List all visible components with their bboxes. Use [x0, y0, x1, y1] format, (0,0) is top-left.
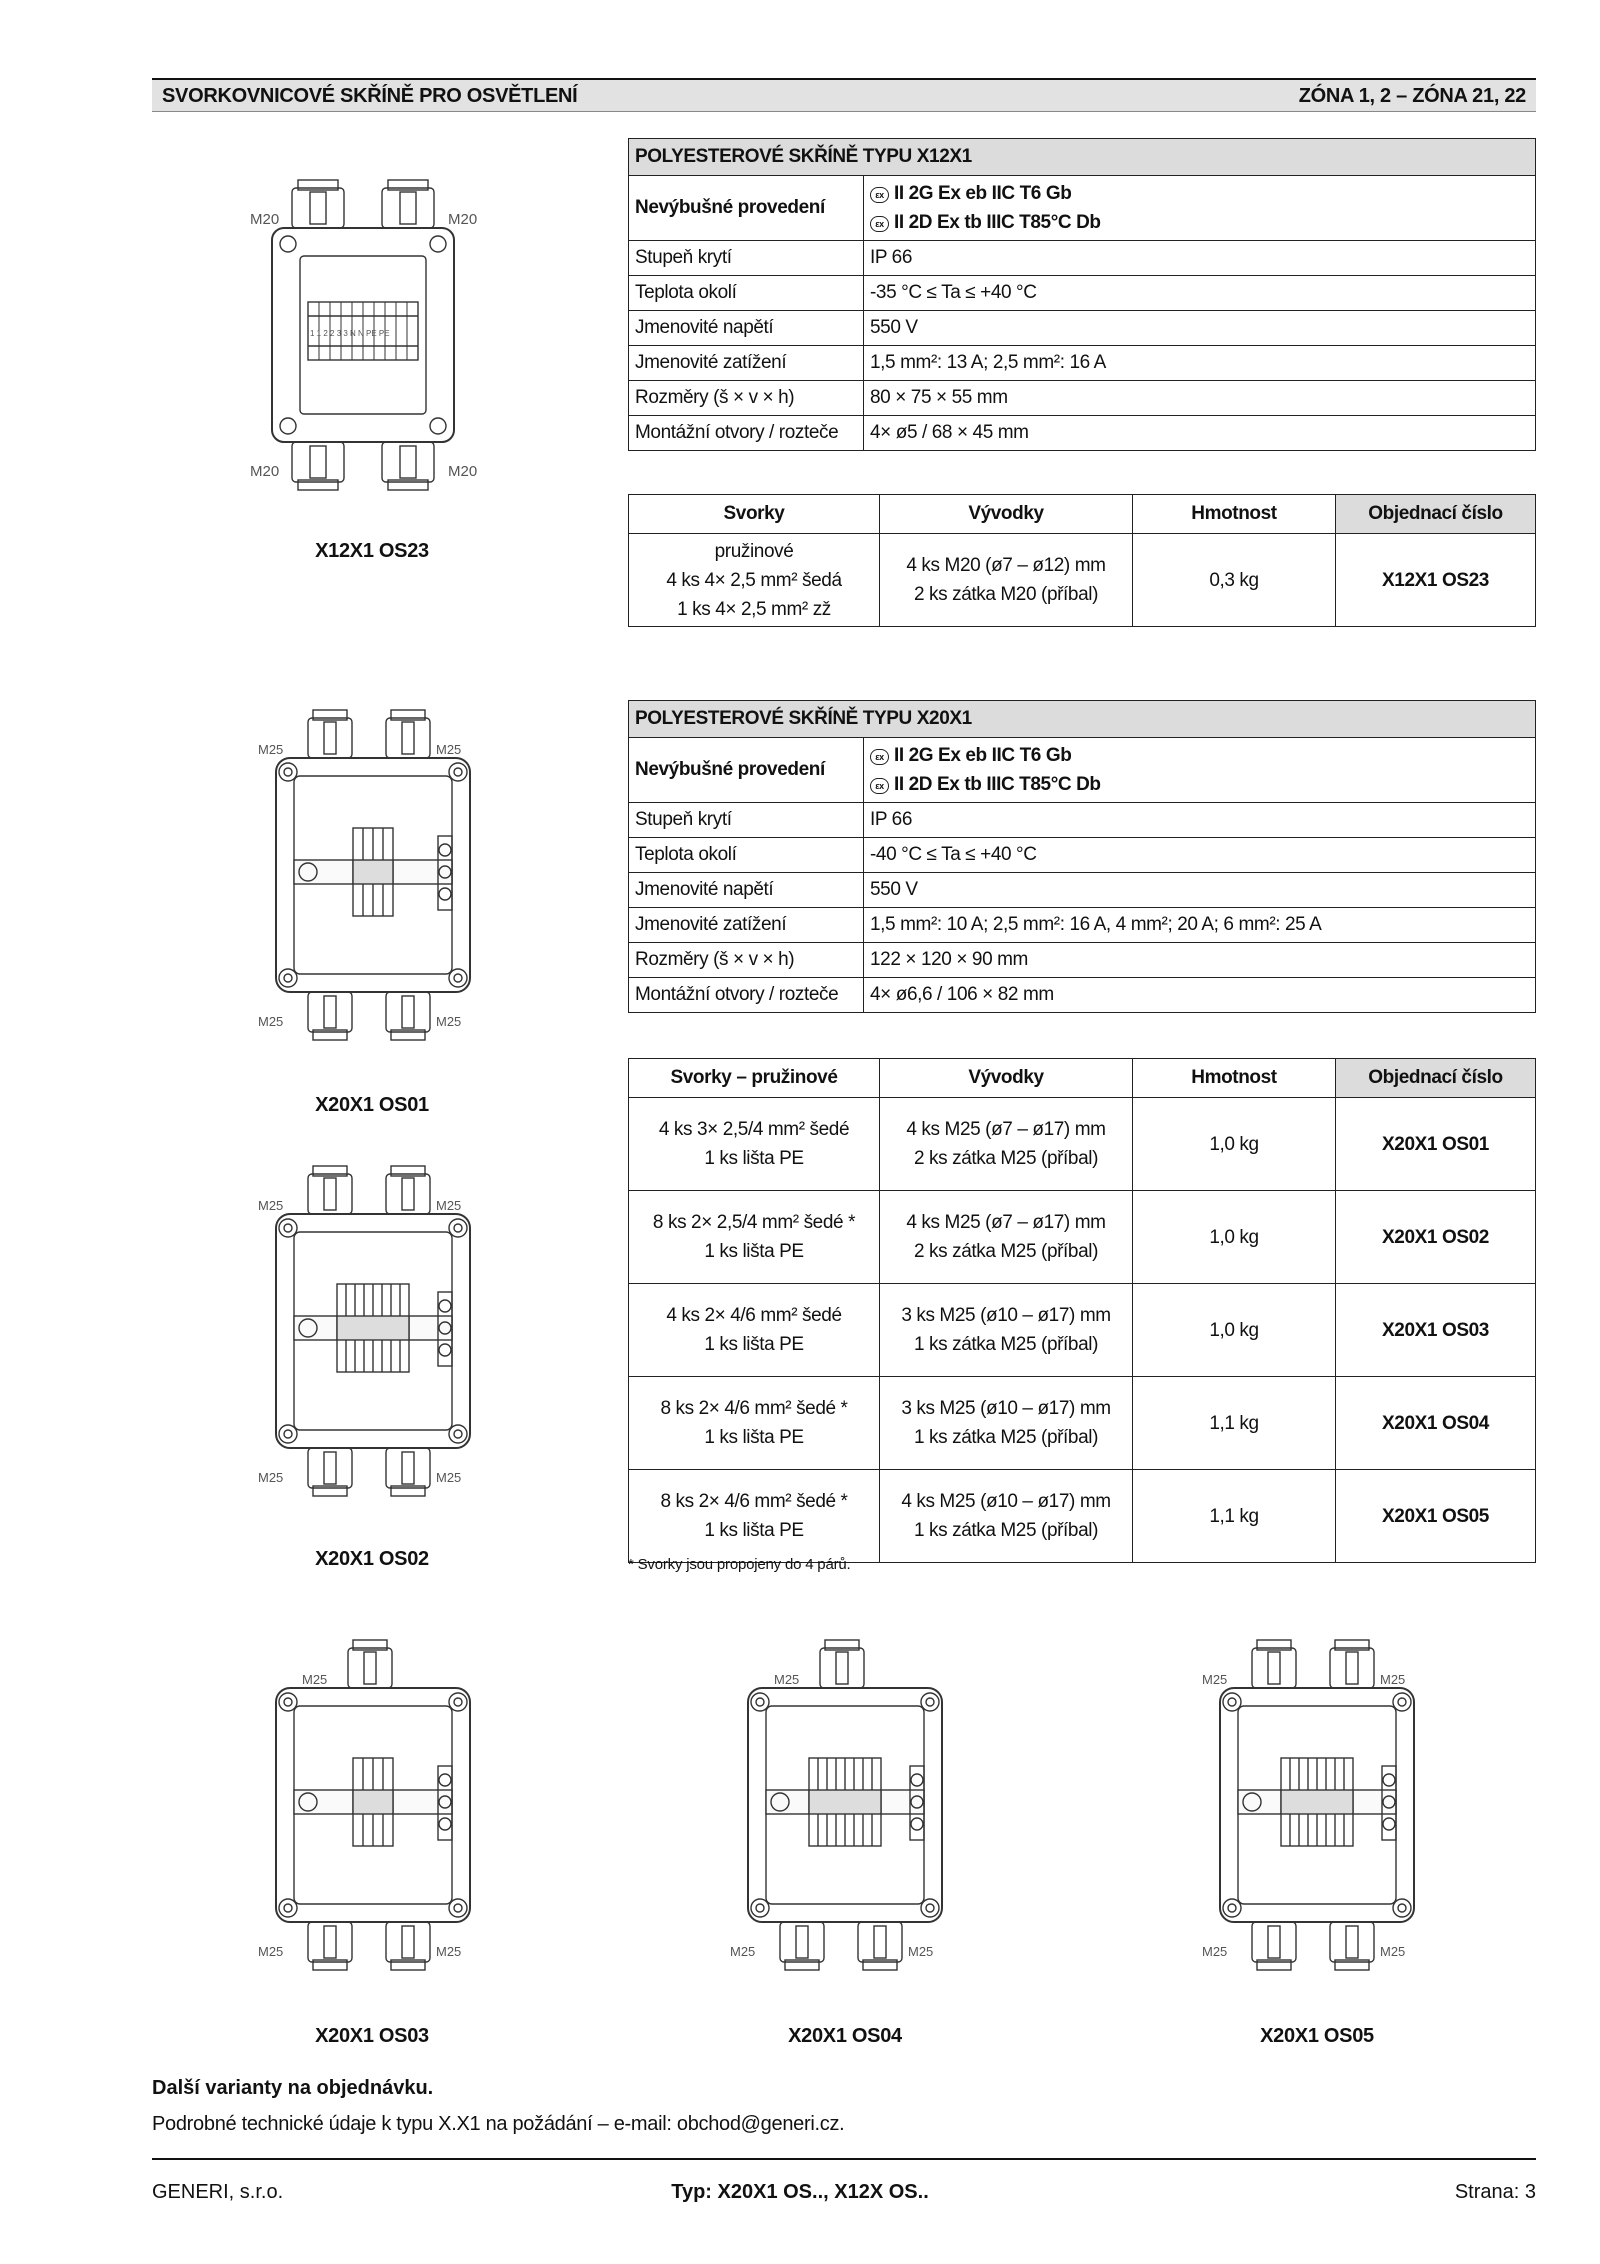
- terminal-line: 8 ks 2× 4/6 mm² šedé *: [660, 1398, 848, 1419]
- col-header-weight: Hmotnost: [1133, 1059, 1336, 1098]
- x20-spec-key: Montážní otvory / rozteče: [629, 978, 864, 1013]
- x20-spec-table: [628, 700, 1536, 1013]
- x12-spec-key: Nevýbušné provedení: [629, 176, 864, 241]
- x20-spec-value: 550 V: [864, 873, 1536, 908]
- gland-label: M25: [730, 1944, 756, 1959]
- figure-label: X12X1 OS23: [315, 540, 429, 562]
- gland-line: 4 ks M25 (ø10 – ø17) mm: [901, 1491, 1111, 1512]
- x12-spec-value: 80 × 75 × 55 mm: [864, 381, 1536, 416]
- footnote: * Svorky jsou propojeny do 4 párů.: [628, 1556, 851, 1573]
- footer-type: Typ: X20X1 OS.., X12X OS..: [671, 2181, 929, 2203]
- terminal-line: 1 ks lišta PE: [704, 1520, 804, 1541]
- x20-ex-marking: [864, 738, 1536, 803]
- x20-spec-key: Nevýbušné provedení: [629, 738, 864, 803]
- x20x1-os05-drawing: [1202, 1640, 1432, 1970]
- figure-label: X20X1 OS04: [788, 2025, 902, 2047]
- table-row: [629, 534, 1536, 627]
- gland-label: M25: [258, 1198, 284, 1213]
- gland-label: M25: [436, 1470, 462, 1485]
- x20-spec-key: Teplota okolí: [629, 838, 864, 873]
- x12-ex-gas: II 2G Ex eb IIC T6 Gb: [894, 183, 1072, 204]
- gland-line: 4 ks M25 (ø7 – ø17) mm: [906, 1119, 1106, 1140]
- gland-label: M25: [258, 1944, 284, 1959]
- figure-label: X20X1 OS05: [1260, 2025, 1374, 2047]
- gland-line: 1 ks zátka M25 (příbal): [913, 1334, 1099, 1355]
- weight-cell: 1,1 kg: [1133, 1470, 1336, 1563]
- gland-label: M25: [258, 742, 284, 757]
- order-number-cell: X20X1 OS03: [1336, 1284, 1536, 1377]
- footer-company: GENERI, s.r.o.: [152, 2181, 284, 2203]
- x20x1-os01-drawing: [258, 710, 488, 1040]
- col-header-order-number: Objednací číslo: [1336, 495, 1536, 534]
- x12-spec-title: POLYESTEROVÉ SKŘÍNĚ TYPU X12X1: [629, 139, 1536, 176]
- table-row: [629, 1377, 1536, 1470]
- gland-line: 3 ks M25 (ø10 – ø17) mm: [901, 1305, 1111, 1326]
- glands-cell: [880, 1098, 1133, 1191]
- ex-symbol-icon: εx: [870, 749, 889, 765]
- x12-spec-value: IP 66: [864, 241, 1536, 276]
- terminals-cell: [629, 1191, 880, 1284]
- terminals-cell: [629, 1470, 880, 1563]
- zone-label: ZÓNA 1, 2 – ZÓNA 21, 22: [1298, 85, 1526, 107]
- figure-label: X20X1 OS03: [315, 2025, 429, 2047]
- glands-cell: [880, 1284, 1133, 1377]
- weight-cell: 1,1 kg: [1133, 1377, 1336, 1470]
- ex-symbol-icon: εx: [870, 216, 889, 232]
- ex-symbol-icon: εx: [870, 187, 889, 203]
- gland-label: M20: [250, 463, 280, 480]
- x12-spec-key: Jmenovité napětí: [629, 311, 864, 346]
- col-header-terminals: Svorky: [629, 495, 880, 534]
- weight-cell: 1,0 kg: [1133, 1098, 1336, 1191]
- col-header-glands: Vývodky: [880, 495, 1133, 534]
- x20-spec-value: 1,5 mm²: 10 A; 2,5 mm²: 16 A, 4 mm²; 20 A; 6 mm²: 25 A: [864, 908, 1536, 943]
- terminal-line: 1 ks lišta PE: [704, 1334, 804, 1355]
- glands-cell: [880, 534, 1133, 627]
- terminals-cell: [629, 1377, 880, 1470]
- col-header-terminals: Svorky – pružinové: [629, 1059, 880, 1098]
- terminal-line: 1 ks lišta PE: [704, 1241, 804, 1262]
- page-header-bar: [152, 78, 1536, 112]
- x20-spec-key: Stupeň krytí: [629, 803, 864, 838]
- x20-spec-value: IP 66: [864, 803, 1536, 838]
- x20-order-table: [628, 1058, 1536, 1563]
- figure-label: X20X1 OS02: [315, 1548, 429, 1570]
- gland-label: M20: [250, 211, 280, 228]
- terminal-line: 1 ks lišta PE: [704, 1148, 804, 1169]
- gland-label: M25: [258, 1470, 284, 1485]
- x12-spec-value: 1,5 mm²: 13 A; 2,5 mm²: 16 A: [864, 346, 1536, 381]
- gland-line: 1 ks zátka M25 (příbal): [913, 1427, 1099, 1448]
- gland-label: M25: [436, 1014, 462, 1029]
- terminal-line: 4 ks 2× 4/6 mm² šedé: [666, 1305, 842, 1326]
- order-number-cell: X20X1 OS04: [1336, 1377, 1536, 1470]
- gland-label: M25: [1380, 1672, 1406, 1687]
- gland-label: M25: [436, 1944, 462, 1959]
- table-row: [629, 1284, 1536, 1377]
- x12-spec-value: 4× ø5 / 68 × 45 mm: [864, 416, 1536, 451]
- x12-spec-key: Montážní otvory / rozteče: [629, 416, 864, 451]
- x20-spec-value: 122 × 120 × 90 mm: [864, 943, 1536, 978]
- glands-cell: [880, 1191, 1133, 1284]
- figure-label: X20X1 OS01: [315, 1094, 429, 1116]
- x12-spec-table: [628, 138, 1536, 451]
- page-title: SVORKOVNICOVÉ SKŘÍNĚ PRO OSVĚTLENÍ: [162, 85, 578, 107]
- gland-label: M25: [1202, 1944, 1228, 1959]
- order-number-cell: X20X1 OS02: [1336, 1191, 1536, 1284]
- x20x1-os03-drawing: [258, 1640, 488, 1970]
- x12-ex-dust: II 2D Ex tb IIIC T85°C Db: [894, 212, 1101, 233]
- x20-spec-key: Rozměry (š × v × h): [629, 943, 864, 978]
- x20-spec-key: Jmenovité napětí: [629, 873, 864, 908]
- x12x1-os23-drawing: [250, 180, 490, 490]
- weight-cell: 1,0 kg: [1133, 1191, 1336, 1284]
- x12-spec-key: Teplota okolí: [629, 276, 864, 311]
- col-header-glands: Vývodky: [880, 1059, 1133, 1098]
- terminal-line: 4 ks 4× 2,5 mm² šedá: [666, 569, 842, 591]
- gland-label: M25: [436, 742, 462, 757]
- x20x1-os02-drawing: [258, 1166, 488, 1496]
- gland-label: M25: [1202, 1672, 1228, 1687]
- gland-line: 2 ks zátka M25 (příbal): [913, 1241, 1099, 1262]
- order-number-cell: X20X1 OS05: [1336, 1470, 1536, 1563]
- terminals-cell: [629, 1098, 880, 1191]
- x20-spec-value: -40 °C ≤ Ta ≤ +40 °C: [864, 838, 1536, 873]
- gland-label: M25: [436, 1198, 462, 1213]
- gland-label: M25: [258, 1014, 284, 1029]
- order-number-cell: X20X1 OS01: [1336, 1098, 1536, 1191]
- x12-ex-marking: [864, 176, 1536, 241]
- terminal-line: 4 ks 3× 2,5/4 mm² šedé: [658, 1119, 850, 1140]
- gland-line: 2 ks zátka M20 (příbal): [913, 584, 1099, 605]
- table-row: [629, 1470, 1536, 1563]
- terminal-line: 8 ks 2× 4/6 mm² šedé *: [660, 1491, 848, 1512]
- gland-line: 3 ks M25 (ø10 – ø17) mm: [901, 1398, 1111, 1419]
- gland-label: M20: [448, 211, 478, 228]
- order-number-cell: X12X1 OS23: [1336, 534, 1536, 627]
- gland-label: M25: [302, 1672, 328, 1687]
- gland-label: M20: [448, 463, 478, 480]
- terminals-cell: [629, 534, 880, 627]
- gland-label: M25: [774, 1672, 800, 1687]
- footer-page-number: Strana: 3: [1454, 2181, 1536, 2203]
- col-header-order-number: Objednací číslo: [1336, 1059, 1536, 1098]
- gland-line: 4 ks M20 (ø7 – ø12) mm: [906, 555, 1106, 576]
- gland-label: M25: [908, 1944, 934, 1959]
- x12-spec-key: Jmenovité zatížení: [629, 346, 864, 381]
- glands-cell: [880, 1377, 1133, 1470]
- x12-spec-key: Rozměry (š × v × h): [629, 381, 864, 416]
- x12-spec-key: Stupeň krytí: [629, 241, 864, 276]
- more-variants-title: Další varianty na objednávku.: [152, 2077, 434, 2099]
- x20-spec-key: Jmenovité zatížení: [629, 908, 864, 943]
- x20-spec-title: POLYESTEROVÉ SKŘÍNĚ TYPU X20X1: [629, 701, 1536, 738]
- terminal-type: pružinové: [714, 540, 794, 562]
- table-row: [629, 1098, 1536, 1191]
- terminal-line: 1 ks 4× 2,5 mm² zž: [677, 598, 831, 620]
- terminal-line: 8 ks 2× 2,5/4 mm² šedé *: [652, 1212, 856, 1233]
- glands-cell: [880, 1470, 1133, 1563]
- x12-spec-value: 550 V: [864, 311, 1536, 346]
- x12-order-table: [628, 494, 1536, 627]
- x12-spec-value: -35 °C ≤ Ta ≤ +40 °C: [864, 276, 1536, 311]
- weight-cell: 1,0 kg: [1133, 1284, 1336, 1377]
- gland-line: 2 ks zátka M25 (příbal): [913, 1148, 1099, 1169]
- terminal-markings: 1 1 2 2 3 3 N N PE PE: [310, 329, 390, 338]
- x20-spec-value: 4× ø6,6 / 106 × 82 mm: [864, 978, 1536, 1013]
- weight-cell: 0,3 kg: [1133, 534, 1336, 627]
- x20-ex-gas: II 2G Ex eb IIC T6 Gb: [894, 745, 1072, 766]
- table-row: [629, 1191, 1536, 1284]
- x20x1-os04-drawing: [730, 1640, 960, 1970]
- more-variants-text: Podrobné technické údaje k typu X.X1 na požádání – e-mail: obchod@generi.cz.: [152, 2113, 845, 2135]
- gland-label: M25: [1380, 1944, 1406, 1959]
- terminals-cell: [629, 1284, 880, 1377]
- ex-symbol-icon: εx: [870, 778, 889, 794]
- terminal-line: 1 ks lišta PE: [704, 1427, 804, 1448]
- x20-ex-dust: II 2D Ex tb IIIC T85°C Db: [894, 774, 1101, 795]
- col-header-weight: Hmotnost: [1133, 495, 1336, 534]
- gland-line: 1 ks zátka M25 (příbal): [913, 1520, 1099, 1541]
- footer-divider: [152, 2158, 1536, 2160]
- gland-line: 4 ks M25 (ø7 – ø17) mm: [906, 1212, 1106, 1233]
